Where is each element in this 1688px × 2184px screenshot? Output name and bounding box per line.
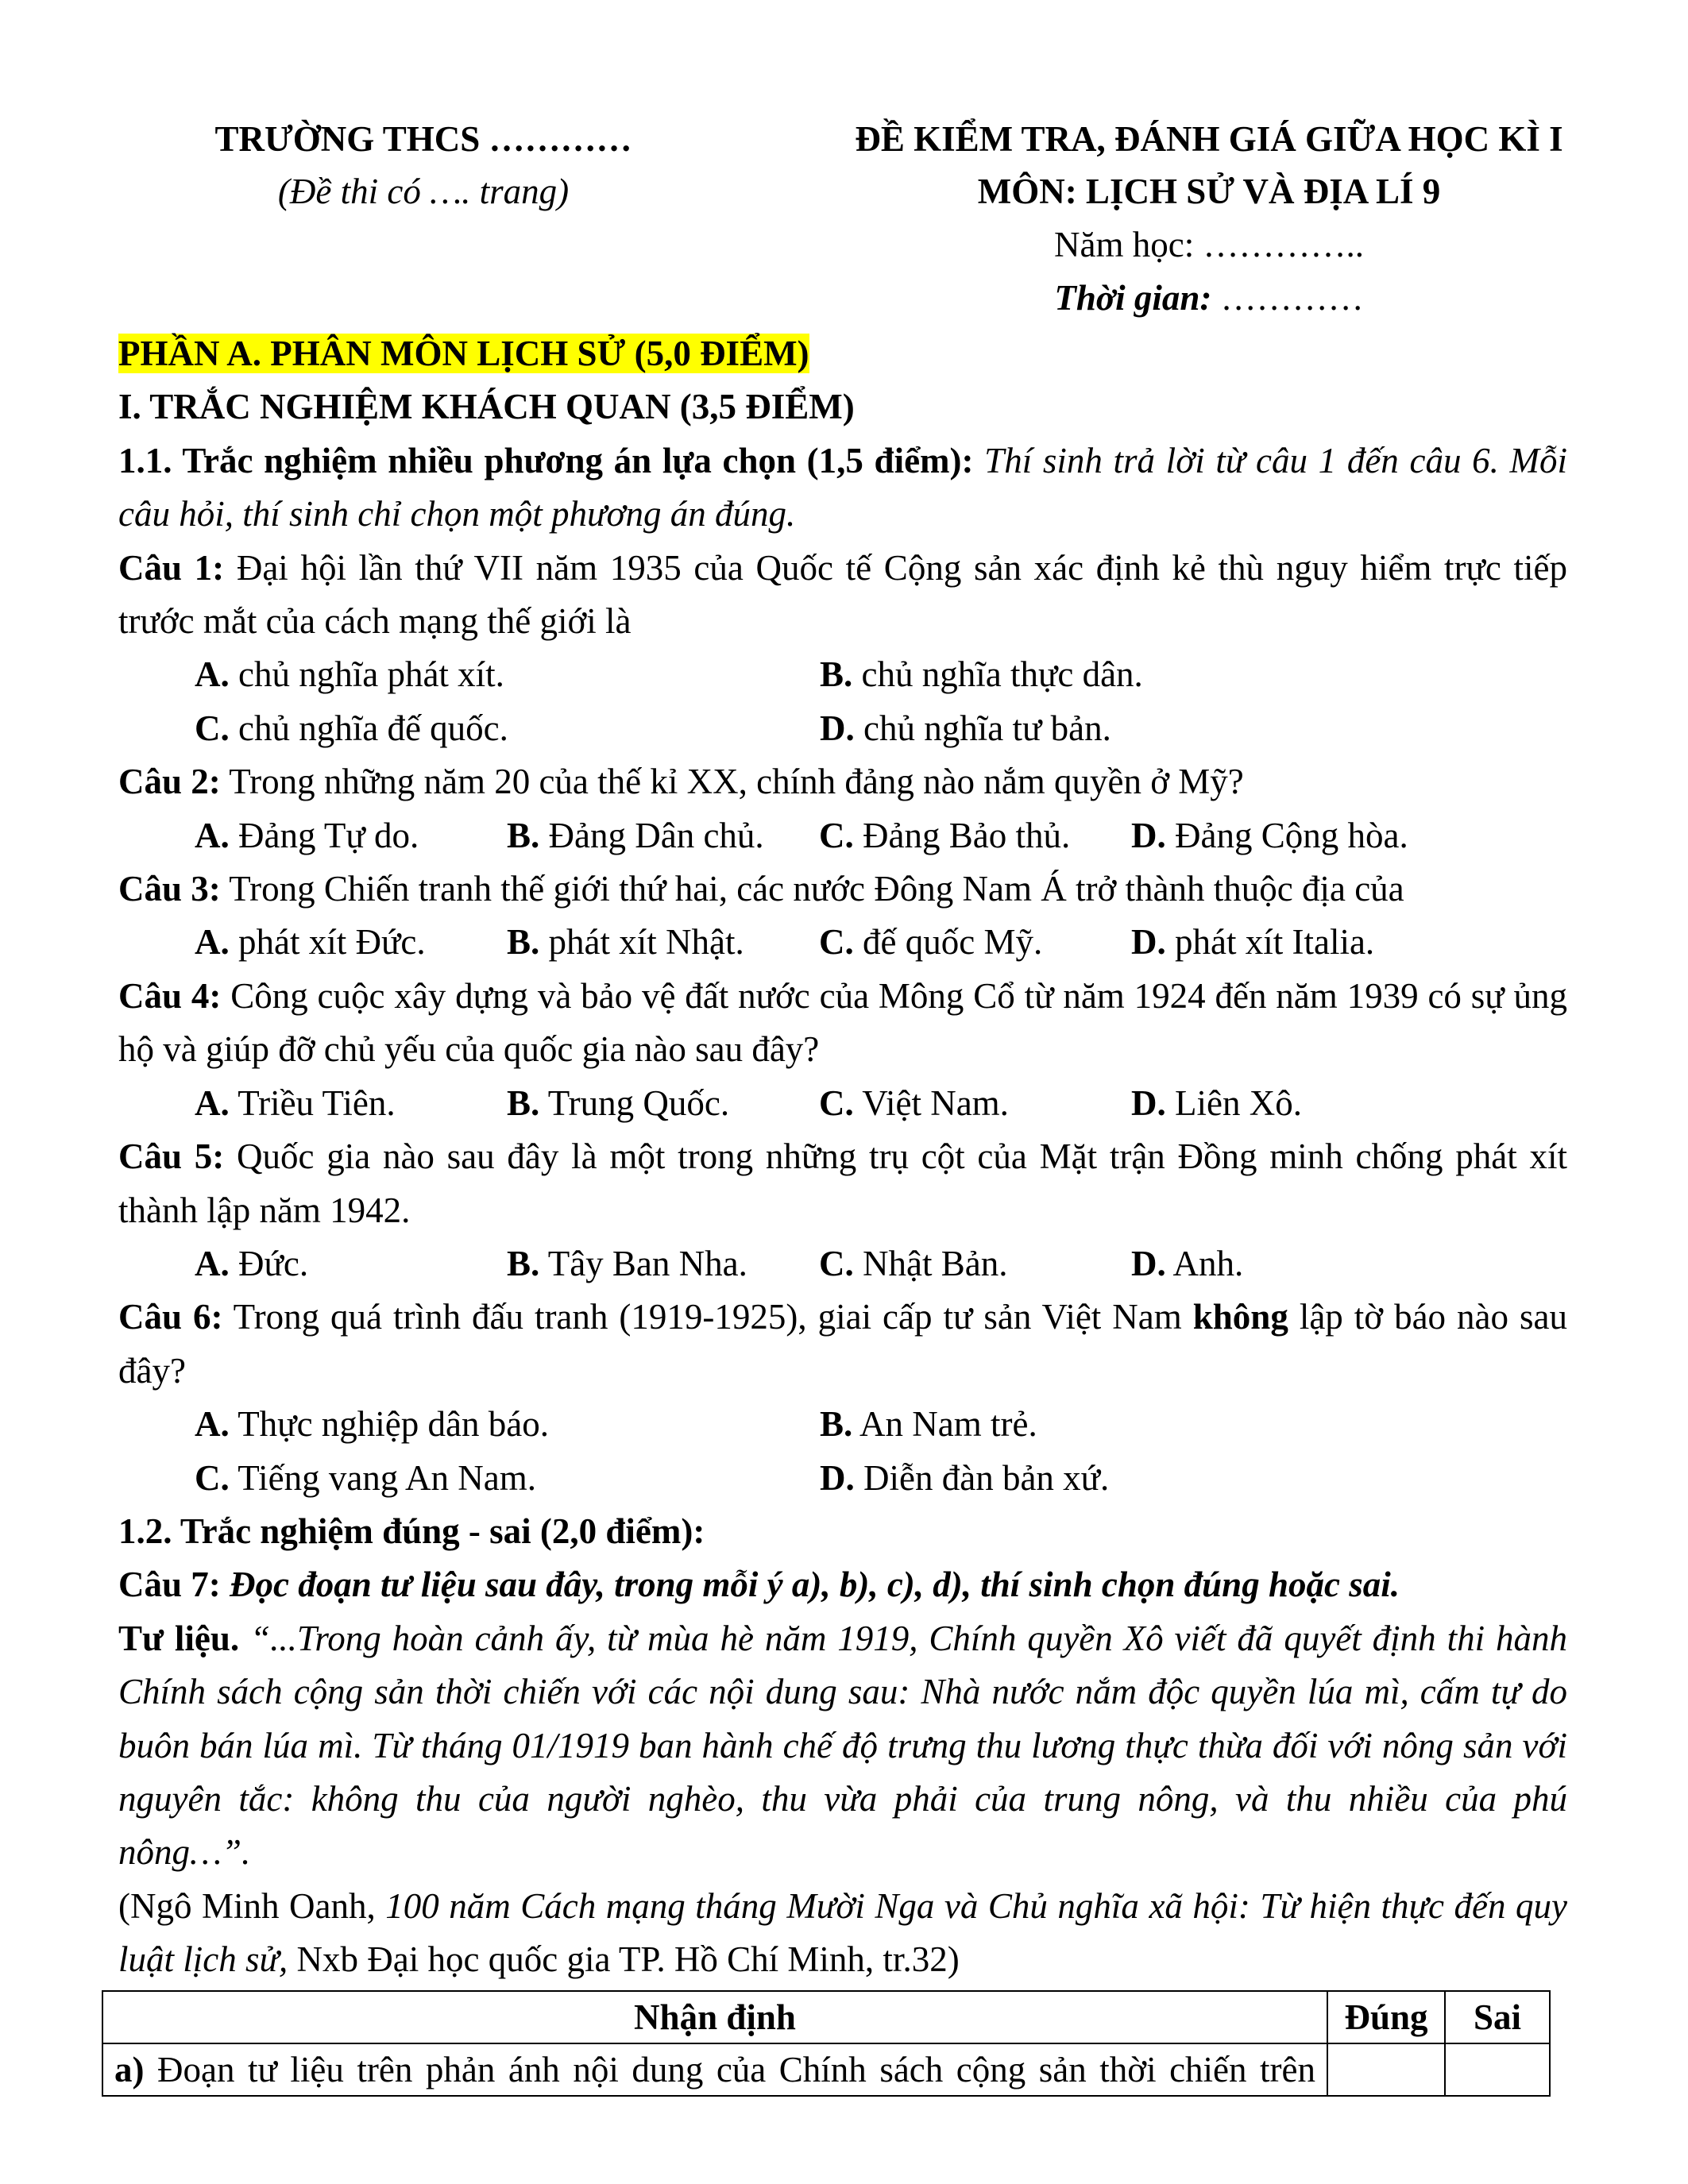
option-text: Nhật Bản. [863, 1243, 1008, 1283]
option-letter: B. [507, 1243, 540, 1283]
text-run: Nxb Đại học quốc gia TP. Hồ Chí Minh, tr.32) [288, 1939, 960, 1980]
answer-option[interactable] [1131, 1237, 1443, 1291]
text-run: Câu 2: [118, 762, 221, 802]
answer-option[interactable] [820, 1398, 1445, 1451]
table-header-row [102, 1991, 1550, 2043]
answer-options [118, 916, 1567, 969]
paragraph [118, 1130, 1567, 1237]
answer-option[interactable] [195, 1398, 820, 1451]
paragraph [118, 542, 1567, 649]
option-letter: C. [819, 815, 854, 855]
answer-option[interactable] [819, 916, 1131, 969]
option-text: chủ nghĩa tư bản. [863, 708, 1111, 748]
school-name: TRƯỜNG THCS ………… [214, 119, 632, 159]
answer-option[interactable] [820, 1452, 1445, 1505]
option-text: Đảng Cộng hòa. [1175, 815, 1408, 855]
answer-option[interactable] [1131, 916, 1443, 969]
text-run: PHẦN A. PHÂN MÔN LỊCH SỬ (5,0 ĐIỂM) [118, 334, 809, 373]
answer-option[interactable] [195, 916, 507, 969]
paragraph [118, 970, 1567, 1077]
answer-options [118, 702, 1567, 755]
answer-option[interactable] [507, 1077, 819, 1130]
header-true: Đúng [1327, 1991, 1445, 2043]
paragraph [118, 1505, 1567, 1558]
text-run: Đọc đoạn tư liệu sau đây, trong mỗi ý a), b), c), d), thí sinh chọn đúng hoặc sai. [220, 1565, 1400, 1605]
option-text: Đảng Bảo thủ. [863, 815, 1071, 855]
answer-option[interactable] [507, 1237, 819, 1291]
text-run: Câu 4: [118, 975, 222, 1016]
true-false-table [102, 1990, 1551, 2097]
option-letter: D. [820, 708, 855, 748]
text-run: (Ngô Minh Oanh, [118, 1885, 386, 1926]
option-letter: D. [1131, 1243, 1166, 1283]
option-text: phát xít Nhật. [548, 922, 744, 963]
answer-option[interactable] [195, 1452, 820, 1505]
header-statement: Nhận định [102, 1991, 1327, 2043]
text-run: Quốc gia nào sau đây là một trong những trụ cột của Mặt trận Đồng minh chống phát xít thành lập năm 1942. [118, 1136, 1567, 1230]
option-text: Đảng Dân chủ. [548, 815, 764, 855]
option-text: phát xít Italia. [1175, 922, 1375, 963]
option-letter: B. [507, 815, 540, 855]
text-run: lập tờ báo nào sau đây? [118, 1297, 1567, 1391]
option-text: chủ nghĩa thực dân. [861, 654, 1143, 695]
answer-true-cell[interactable] [1327, 2043, 1445, 2096]
table-row [102, 2043, 1550, 2096]
answer-option[interactable] [195, 1237, 507, 1291]
pages-note: (Đề thi có …. trang) [277, 172, 570, 211]
option-letter: D. [1131, 815, 1166, 855]
option-text: chủ nghĩa phát xít. [238, 654, 504, 695]
answer-options [118, 809, 1567, 862]
option-text: Triều Tiên. [238, 1082, 396, 1123]
time-label: Thời gian: [1054, 278, 1212, 318]
school-year: Năm học: ………….. [1054, 225, 1364, 264]
answer-options [118, 648, 1567, 701]
text-run: Câu 1: [118, 547, 225, 588]
option-text: Tây Ban Nha. [547, 1243, 747, 1283]
answer-option[interactable] [819, 809, 1131, 862]
time-value: ………… [1211, 278, 1364, 318]
statement-text: Đoạn tư liệu trên phản ánh nội dung của Chính sách cộng sản thời chiến trên [144, 2049, 1315, 2089]
answer-options [118, 1452, 1567, 1505]
text-run: Trong những năm 20 của thế kỉ XX, chính đảng nào nắm quyền ở Mỹ? [220, 762, 1244, 802]
option-letter: C. [819, 922, 854, 963]
option-letter: C. [819, 1082, 854, 1123]
option-text: Liên Xô. [1175, 1082, 1302, 1123]
question-blocks [118, 327, 1567, 1987]
paragraph [118, 1558, 1567, 1611]
header-false: Sai [1445, 1991, 1550, 2043]
option-letter: D. [1131, 1082, 1166, 1123]
option-letter: A. [195, 1404, 230, 1445]
answer-option[interactable] [819, 1237, 1131, 1291]
option-letter: A. [195, 1243, 230, 1283]
exam-body [114, 327, 1568, 2097]
statement-label: a) [114, 2049, 145, 2089]
option-text: Đảng Tự do. [238, 815, 419, 855]
option-letter: C. [195, 1457, 230, 1498]
exam-title: ĐỀ KIỂM TRA, ĐÁNH GIÁ GIỮA HỌC KÌ I [855, 119, 1563, 159]
text-run: Câu 3: [118, 869, 221, 909]
text-run: I. TRẮC NGHIỆM KHÁCH QUAN (3,5 ĐIỂM) [118, 387, 855, 427]
answer-option[interactable] [195, 702, 820, 755]
paragraph [118, 327, 1567, 380]
answer-option[interactable] [195, 1077, 507, 1130]
option-letter: D. [1131, 922, 1166, 963]
paragraph [118, 1291, 1567, 1398]
answer-option[interactable] [507, 809, 819, 862]
option-letter: A. [195, 654, 230, 695]
option-letter: B. [820, 654, 853, 695]
answer-options [118, 1398, 1567, 1451]
option-letter: A. [195, 1082, 230, 1123]
option-letter: A. [195, 815, 230, 855]
option-text: Đức. [238, 1243, 309, 1283]
option-text: Việt Nam. [862, 1082, 1009, 1123]
paragraph [118, 1612, 1567, 1880]
text-run: Tư liệu. [118, 1618, 240, 1658]
text-run: Đại hội lần thứ VII năm 1935 của Quốc tế Cộng sản xác định kẻ thù nguy hiểm trực tiếp trước mắt của cách mạng thế giới là [118, 547, 1567, 642]
answer-false-cell[interactable] [1445, 2043, 1550, 2096]
statement-a [102, 2043, 1327, 2096]
option-letter: B. [507, 1082, 540, 1123]
answer-option[interactable] [195, 648, 820, 701]
paragraph [118, 862, 1567, 916]
paragraph [118, 434, 1567, 542]
subject-title: MÔN: LỊCH SỬ VÀ ĐỊA LÍ 9 [977, 172, 1441, 211]
text-run: Trong Chiến tranh thế giới thứ hai, các nước Đông Nam Á trở thành thuộc địa của [220, 869, 1404, 909]
option-letter: C. [195, 708, 230, 748]
answer-option[interactable] [819, 1077, 1131, 1130]
option-text: Thực nghiệp dân báo. [238, 1404, 549, 1445]
text-run: 1.2. Trắc nghiệm đúng - sai (2,0 điểm): [118, 1511, 705, 1551]
text-run: Trong quá trình đấu tranh (1919-1925), giai cấp tư sản Việt Nam [222, 1297, 1193, 1337]
option-text: An Nam trẻ. [859, 1404, 1037, 1445]
text-run: 100 năm Cách mạng tháng Mười Nga và Chủ nghĩa xã hội: Từ hiện thực đến quy luật lịch sử, [118, 1885, 1567, 1980]
paragraph [118, 380, 1567, 434]
option-text: Diễn đàn bản xứ. [863, 1457, 1110, 1498]
text-run: không [1192, 1297, 1288, 1337]
text-run: Câu 7: [118, 1565, 221, 1605]
answer-option[interactable] [195, 809, 507, 862]
text-run: “...Trong hoàn cảnh ấy, từ mùa hè năm 1919, Chính quyền Xô viết đã quyết định thi hành Chính sách cộng sản thời chiến với các nội dung sau: Nhà nước nắm độc quyền lúa mì, cấm tự do buôn bán lúa mì. Từ tháng 01/1919 ban hành chế độ trưng thu lương thực thừa đối với nông sản với nguyên tắc: không thu của người nghèo, thu vừa phải của trung nông, và thu nhiều của phú nông…”. [118, 1618, 1567, 1873]
paragraph [118, 1880, 1567, 1987]
answer-option[interactable] [1131, 1077, 1443, 1130]
option-text: Tiếng vang An Nam. [238, 1457, 537, 1498]
option-text: Anh. [1172, 1243, 1244, 1283]
option-letter: B. [820, 1404, 853, 1445]
answer-option[interactable] [1131, 809, 1443, 862]
option-letter: C. [819, 1243, 854, 1283]
answer-option[interactable] [820, 648, 1445, 701]
option-letter: A. [195, 922, 230, 963]
answer-options [118, 1237, 1567, 1291]
text-run: 1.1. Trắc nghiệm nhiều phương án lựa chọn (1,5 điểm): [118, 440, 974, 480]
option-text: chủ nghĩa đế quốc. [238, 708, 508, 748]
option-letter: B. [507, 922, 540, 963]
option-text: phát xít Đức. [238, 922, 426, 963]
text-run: Câu 6: [118, 1297, 223, 1337]
section-highlight [118, 334, 809, 373]
text-run: Công cuộc xây dựng và bảo vệ đất nước của Mông Cổ từ năm 1924 đến năm 1939 có sự ủng hộ và giúp đỡ chủ yếu của quốc gia nào sau đây? [118, 975, 1568, 1070]
answer-options [118, 1077, 1567, 1130]
answer-option[interactable] [507, 916, 819, 969]
exam-time [1054, 272, 1363, 325]
text-run: Câu 5: [118, 1136, 225, 1177]
text-run: Thí sinh trả lời từ câu 1 đến câu 6. Mỗi câu hỏi, thí sinh chỉ chọn một phương án đúng. [118, 440, 1567, 534]
answer-option[interactable] [820, 702, 1445, 755]
option-letter: D. [820, 1457, 855, 1498]
paragraph [118, 755, 1567, 808]
option-text: Trung Quốc. [547, 1082, 730, 1123]
option-text: đế quốc Mỹ. [863, 922, 1043, 963]
